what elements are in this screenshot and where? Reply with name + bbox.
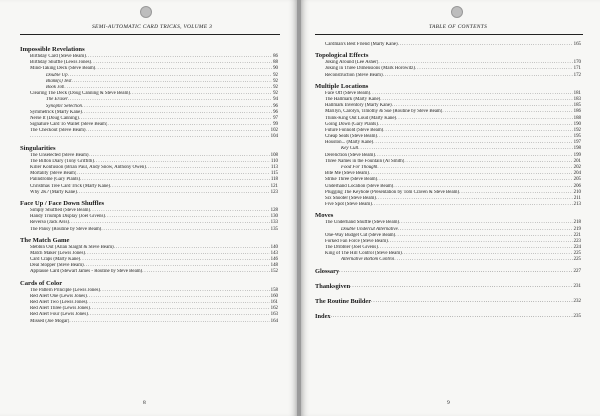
toc-entry-page: 90 xyxy=(273,66,278,72)
toc-entry-title: Think-King Out Loud (Marty Kane) xyxy=(325,115,397,121)
toc-section xyxy=(20,46,278,141)
toc-entry-title: Reconstruction (Steve Beam) xyxy=(325,72,383,78)
section-heading: Moves xyxy=(315,212,334,220)
toc-entry-title: Birthday Shuffle (Lewis Jones) xyxy=(30,60,92,66)
toc-entry-title: Five Spot (Steve Beam) xyxy=(325,202,372,208)
toc-major-title: Glossary xyxy=(315,267,340,275)
toc-entry-page: 165 xyxy=(573,42,581,47)
toc-section xyxy=(20,145,278,196)
section-heading: Singularities xyxy=(20,144,56,152)
toc-entry-title: Red Alert Four (Lewis Jones) xyxy=(30,312,88,318)
toc-section xyxy=(20,200,278,233)
toc-entry-title: Hallmark Inventory (Marty Kane) xyxy=(325,103,392,109)
toc-major-entry xyxy=(315,264,581,279)
toc-entry-page: 201 xyxy=(573,158,581,164)
toc-entry-title: The Checkout (Steve Beam) xyxy=(30,128,86,134)
right-running-header: TABLE OF CONTENTS xyxy=(429,24,488,30)
toc-entry-page: 135 xyxy=(270,226,278,232)
toc-entry-page: 130 xyxy=(270,214,278,220)
toc-entry-title: Applause Card (Stewart James - Routine by Steve Beam) xyxy=(30,269,143,275)
toc-entry-title: Face Off (Steve Beam) xyxy=(325,90,371,96)
toc-entry xyxy=(20,190,278,196)
toc-entry-page: 198 xyxy=(573,146,581,152)
toc-entry-page: 225 xyxy=(573,257,581,263)
toc-entry-title: Houston... (Marty Kane) xyxy=(325,140,374,146)
toc-entry-page: 92 xyxy=(273,72,278,78)
dot-leader xyxy=(398,42,573,48)
toc-entry-page: 97 xyxy=(273,115,278,121)
dot-leader xyxy=(142,269,269,275)
toc-entry-title: Three Names in the Fountain (Al Smith) xyxy=(325,158,405,164)
toc-entry-title: Mind-Taking Deck (Steve Beam) xyxy=(30,66,96,72)
toc-entry-title: The Hallmark (Marty Kane) xyxy=(325,96,381,102)
toc-major-title: The Routine Builder xyxy=(315,297,372,305)
toc-entry-page: 199 xyxy=(573,152,581,158)
toc-entry-title: Missed (Joe Mogar) xyxy=(30,318,70,324)
toc-entry-page: 92 xyxy=(273,78,278,84)
dot-leader xyxy=(350,279,572,294)
toc-entry-title: Match Maker (Lewis Jones) xyxy=(30,250,86,256)
toc-entry-title: Christmas Tree Card Trick (Marty Kane) xyxy=(30,183,111,189)
toc-entry-page: 211 xyxy=(573,195,581,201)
toc-major-page: 232 xyxy=(573,298,581,304)
toc-major-page: 231 xyxy=(573,283,581,289)
toc-entry-title: The Underhand Shuffle (Steve Beam) xyxy=(325,220,400,226)
toc-entry-title: Red Alert Three (Lewis Jones) xyxy=(30,306,90,312)
toc-entry-page: 206 xyxy=(573,183,581,189)
dot-leader xyxy=(339,264,572,279)
binder-hole xyxy=(140,6,152,18)
toc-entry-page: 163 xyxy=(270,312,278,318)
toc-entry-title: Food For Thought xyxy=(341,165,378,170)
toc-entry-title: Why 2K? (Marty Kane) xyxy=(30,189,77,195)
toc-entry-page: 192 xyxy=(573,127,581,133)
toc-entry-page: 225 xyxy=(573,251,581,257)
toc-entry xyxy=(315,73,581,79)
toc-entry-page: 218 xyxy=(573,220,581,226)
toc-entry-page: 110 xyxy=(270,158,278,164)
toc-entry-title: Alternative Bottom Control xyxy=(341,257,395,263)
toc-section xyxy=(315,83,581,209)
toc-entry-page: 146 xyxy=(270,257,278,263)
toc-entry-title: Clearing The Deck (Doug Canning & Steve Beam) xyxy=(30,91,131,97)
toc-entry-title: Palindrome (Gary Plants) xyxy=(30,177,80,183)
toc-entry-page: 195 xyxy=(573,134,581,140)
toc-entry-title: Simply Shuffled (Steve Beam) xyxy=(30,207,91,213)
toc-entry-page: 152 xyxy=(270,269,278,275)
toc-entry-title: Reverso (Jack Avis) xyxy=(30,220,70,226)
toc-entry-title: Blank(s) Test xyxy=(46,78,72,84)
toc-entry-page: 188 xyxy=(573,115,581,121)
toc-entry-page: 128 xyxy=(270,207,278,213)
toc-entry-page: 219 xyxy=(573,226,581,232)
section-heading: Multiple Locations xyxy=(315,82,369,90)
toc-entry-page: 92 xyxy=(273,91,278,97)
toc-entry-page: 140 xyxy=(270,244,278,250)
dot-leader xyxy=(371,294,572,309)
dot-leader xyxy=(383,73,573,79)
toc-entry-title: Key Cult xyxy=(341,146,359,152)
dot-leader xyxy=(77,190,270,196)
toc-entry-page: 181 xyxy=(573,90,581,96)
toc-entry-page: 86 xyxy=(273,54,278,59)
toc-entry-title: Joking in Three Dimensions (Mark Horowitz) xyxy=(325,66,415,72)
toc-entry-title: Cheap Seats (Steve Beam) xyxy=(325,134,378,140)
toc-entry-page: 148 xyxy=(270,263,278,269)
toc-entry-title: One-Way Budget Cut (Steve Beam) xyxy=(325,232,396,238)
binder-hole xyxy=(451,6,463,18)
dot-leader xyxy=(69,319,269,325)
toc-entry-page: 115 xyxy=(270,171,278,177)
toc-entry xyxy=(20,319,278,325)
toc-entry-page: 88 xyxy=(273,60,278,66)
toc-entry-page: 224 xyxy=(573,245,581,251)
toc-section xyxy=(315,212,581,263)
left-running-header: SEMI-AUTOMATIC CARD TRICKS, VOLUME 3 xyxy=(92,24,213,30)
toc-entry-title: The Unselected (Steve Beam) xyxy=(30,152,89,158)
toc-entry xyxy=(315,42,581,48)
toc-entry-page: 185 xyxy=(573,103,581,109)
toc-entry-page: 183 xyxy=(573,96,581,102)
toc-entry-page: 92 xyxy=(273,84,278,90)
toc-entry-page: 143 xyxy=(270,250,278,256)
toc-major-page: 227 xyxy=(573,268,581,274)
toc-entry-page: 197 xyxy=(573,140,581,146)
toc-major-entry xyxy=(315,294,581,309)
toc-entry-title: Nerse It (Doug Canning) xyxy=(30,115,79,121)
header-rule xyxy=(315,34,583,35)
toc-entry-title: Joking Around (Lee Asher) xyxy=(325,60,379,66)
toc-entry-title: Six Shooter (Steve Beam) xyxy=(325,195,376,201)
section-heading: Impossible Revelations xyxy=(20,46,85,53)
toc-entry-page: 113 xyxy=(270,165,278,170)
toc-entry-title: Deal Stopper (Steve Beam) xyxy=(30,263,84,269)
toc-entry-title: Double Undercut Alternative xyxy=(341,226,398,232)
toc-entry-title: Stebbin Out (Allan Slaight & Steve Beam) xyxy=(30,244,114,250)
toc-entry-page: 186 xyxy=(573,109,581,115)
toc-entry-title: Going Down (Gary Plants) xyxy=(325,121,378,127)
dot-leader xyxy=(331,309,573,324)
toc-entry-page: 104 xyxy=(270,134,278,140)
toc-entry-title: Card Craps (Marty Kane) xyxy=(30,257,81,263)
toc-entry-page: 210 xyxy=(573,189,581,195)
toc-entry-page: 204 xyxy=(573,171,581,177)
toc-entry-title: Cardman's Best Friend (Marty Kane) xyxy=(325,42,398,47)
toc-entry-page: 108 xyxy=(270,152,278,158)
toc-entry-title: Marilyn, Carolyn, Timothy & Sue (Routine by Steve Beam) xyxy=(325,109,443,115)
header-rule xyxy=(20,34,280,35)
toc-entry-title: Dereliction (Steve Beam) xyxy=(325,152,375,158)
toc-entry-title: The Dribbler (Joel Givens) xyxy=(325,245,378,251)
dot-leader xyxy=(372,202,573,208)
toc-entry-page: 94 xyxy=(273,97,278,103)
toc-entry-page: 171 xyxy=(573,66,581,72)
section-heading: Cards of Color xyxy=(20,279,63,287)
toc-entry-title: Plugging The Keyhole (Presentation by Tom Craven & Steve Beam) xyxy=(325,189,460,195)
toc-major-title: Index xyxy=(315,312,331,320)
toc-entry-page: 121 xyxy=(270,183,278,189)
toc-entry-title: Strike Three (Steve Beam) xyxy=(325,177,378,183)
toc-entry-page: 96 xyxy=(273,109,278,115)
toc-entry-title: Future Fonnold (Steve Beam) xyxy=(325,127,384,133)
toc-entry-title: Double Up xyxy=(46,72,68,78)
toc-entry xyxy=(315,202,581,208)
toc-entry xyxy=(20,269,278,275)
toc-entry-title: King of The Hill Control (Steve Beam) xyxy=(325,251,402,257)
toc-entry-page: 158 xyxy=(270,287,278,293)
right-page-number: 9 xyxy=(447,400,450,406)
toc-entry-page: 202 xyxy=(573,165,581,170)
right-page xyxy=(301,0,600,416)
toc-entry-page: 223 xyxy=(573,238,581,244)
dot-leader xyxy=(30,134,270,140)
toc-entry-title: Red Alert Two (Lewis Jones) xyxy=(30,300,88,305)
toc-entry-page: 172 xyxy=(573,72,581,78)
toc-major-title: Thanksgiven xyxy=(315,282,351,290)
toc-entry-page: 162 xyxy=(270,306,278,312)
toc-entry-page: 221 xyxy=(573,232,581,238)
toc-major-entry xyxy=(315,309,581,324)
section-heading: Face Up / Face Down Shuffles xyxy=(20,199,105,207)
left-page-number: 8 xyxy=(143,400,146,406)
toc-entry-page: 161 xyxy=(270,300,278,305)
toc-entry-title: The Pattern Principle (Lewis Jones) xyxy=(30,287,101,293)
toc-major-entry xyxy=(315,279,581,294)
toc-entry-title: Birthday Card (Steve Beam) xyxy=(30,54,86,59)
section-heading: Topological Effects xyxy=(315,52,369,60)
toc-entry-title: Killer Konfusion (Brian Paul, Andy Snow, Anthony Owen) xyxy=(30,165,146,170)
toc-entry-page: 164 xyxy=(270,318,278,324)
toc-entry-title: Forked Fan Force (Steve Beam) xyxy=(325,238,388,244)
toc-entry-page: 205 xyxy=(573,177,581,183)
toc-entry xyxy=(20,134,278,140)
toc-entry-title: Handy Triumph Display (Joel Givens) xyxy=(30,214,105,220)
toc-entry-page: 213 xyxy=(573,202,581,208)
toc-entry-title: Underhand Location (Steve Beam) xyxy=(325,183,394,189)
toc-entry-page: 118 xyxy=(270,177,278,183)
toc-entry-page: 123 xyxy=(270,189,278,195)
toc-entry-title: The Pansy (Routine by Steve Beam) xyxy=(30,226,102,232)
toc-entry xyxy=(20,227,278,233)
toc-entry-page: 133 xyxy=(270,220,278,226)
toc-section xyxy=(315,52,581,79)
left-toc xyxy=(20,42,278,325)
toc-entry-title: Signature Card To Wallet (Steve Beam) xyxy=(30,122,108,128)
toc-entry-title: Red Alert One (Lewis Jones) xyxy=(30,293,87,299)
toc-entry-title: Book Job xyxy=(46,84,65,90)
toc-entry-page: 160 xyxy=(270,293,278,299)
toc-entry-title: Symmetrick (Marty Kane) xyxy=(30,109,82,115)
toc-entry-title: Synoptic Selection xyxy=(46,103,82,109)
toc-entry-page: 96 xyxy=(273,103,278,109)
toc-entry-page: 99 xyxy=(273,122,278,128)
toc-major-page: 235 xyxy=(573,313,581,319)
toc-entry-page: 190 xyxy=(573,121,581,127)
toc-entry-page: 102 xyxy=(270,128,278,134)
toc-entry-title: Mortality (Steve Beam) xyxy=(30,171,77,177)
toc-entry-title: The Eraser xyxy=(46,97,68,103)
toc-entry-title: The Bilton Diary (Tony Griffith) xyxy=(30,158,94,164)
dot-leader xyxy=(101,227,269,233)
right-toc xyxy=(315,42,581,324)
toc-section xyxy=(20,280,278,325)
toc-entry-page: 170 xyxy=(573,60,581,66)
toc-section xyxy=(20,237,278,276)
section-heading: The Match Game xyxy=(20,236,70,244)
left-page xyxy=(0,0,297,416)
toc-entry-title: Bite Me (Steve Beam) xyxy=(325,171,369,177)
